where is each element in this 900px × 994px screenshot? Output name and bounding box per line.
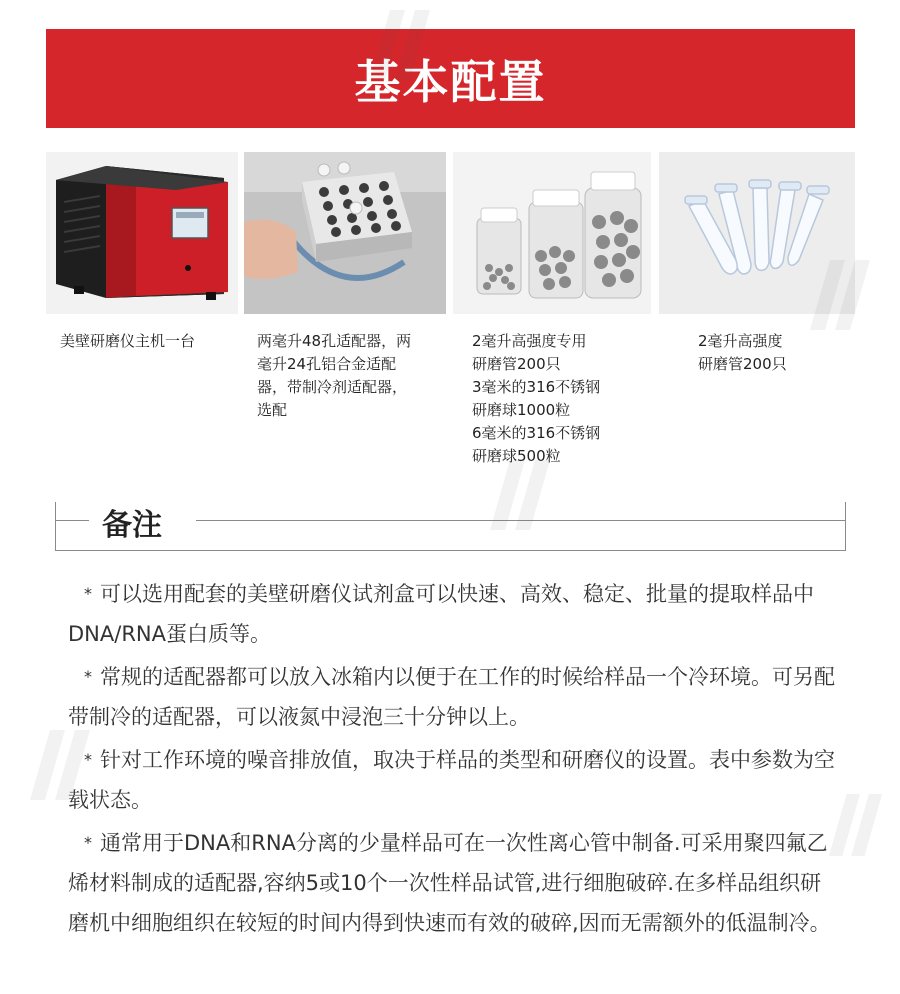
- grinding-balls-image: [453, 152, 651, 314]
- note-bullet: *: [84, 667, 92, 686]
- note-item: * 针对工作环境的噪音排放值，取决于样品的类型和研磨仪的设置。表中参数为空载状态。: [68, 748, 835, 812]
- note-item: * 通常用于DNA和RNA分离的少量样品可在一次性离心管中制备.可采用聚四氟乙烯材料制成的适配器,容纳5或10个一次性样品试管,进行细胞破碎.在多样品组织研磨机中细胞组织在较短的时间内得到快速而有效的破碎,因而无需额外的低温制冷。: [68, 831, 831, 935]
- caption-machine: 美壁研磨仪主机一台: [60, 332, 196, 350]
- grinder-machine-image: [46, 152, 238, 314]
- caption-tubes: 2毫升高强度 研磨管200只: [698, 332, 787, 373]
- note-bullet: *: [84, 750, 92, 769]
- note-item: * 可以选用配套的美壁研磨仪试剂盒可以快速、高效、稳定、批量的提取样品中DNA/RNA蛋白质等。: [68, 582, 814, 646]
- note-item: * 常规的适配器都可以放入冰箱内以便于在工作的时候给样品一个冷环境。可另配带制冷的适配器，可以液氮中浸泡三十分钟以上。: [68, 665, 835, 729]
- note-bullet: *: [84, 584, 92, 603]
- notes-title: 备注: [100, 500, 164, 544]
- grinding-tubes-image: [659, 152, 855, 314]
- notes-divider-right: [196, 520, 845, 521]
- adapter-block-image: [244, 152, 446, 314]
- caption-adapters: 两毫升48孔适配器，两 毫升24孔铝合金适配 器，带制冷剂适配器， 选配: [257, 332, 412, 419]
- notes-frame: [55, 502, 846, 551]
- caption-balls: 2毫升高强度专用 研磨管200只 3毫米的316不锈钢 研磨球1000粒 6毫米的316不锈钢 研磨球500粒: [472, 332, 601, 465]
- note-bullet: *: [84, 833, 92, 852]
- notes-divider-left: [55, 520, 89, 521]
- notes-list: [68, 574, 838, 946]
- page-title: 基本配置: [354, 54, 547, 109]
- header-banner: [46, 29, 855, 128]
